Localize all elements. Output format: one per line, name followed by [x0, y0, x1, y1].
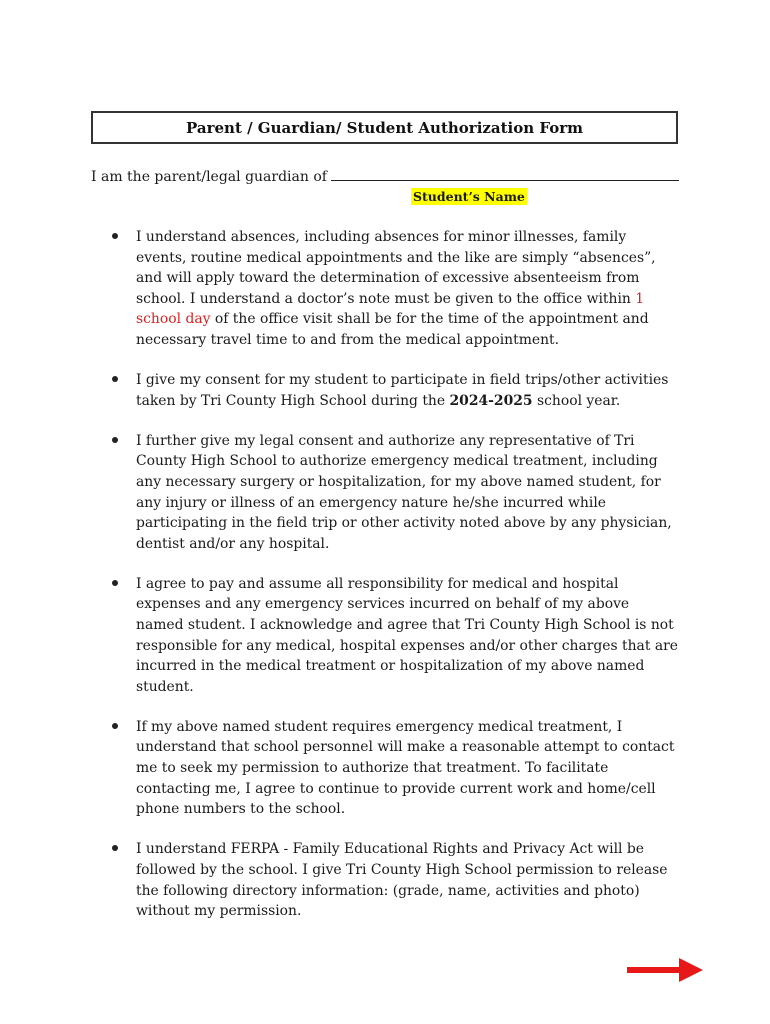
field-trips-text-1: I give my consent for my student to participate in field trips/other activities taken by Tri County High School during the [136, 372, 669, 409]
bullet-dot [112, 437, 118, 443]
bullet-field-trips [0, 370, 770, 411]
field-trips-text-2: school year. [532, 392, 621, 409]
bullet-expenses [0, 574, 770, 698]
bullet-absences [0, 227, 770, 351]
absences-text-2: of the office visit shall be for the time of the appointment and necessary travel time to and from the medical appointment. [136, 311, 649, 348]
bullet-dot [112, 233, 118, 239]
right-arrow-icon[interactable] [627, 956, 703, 984]
form-title-box [91, 111, 678, 144]
contact-text: If my above named student requires emergency medical treatment, I understand that school personnel will make a reasonable attempt to contact me to seek my permission to authorize that treatment. To facilitate contacting me, I agree to continue to provide current work and home/cell phone numbers to the school. [136, 718, 675, 818]
guardian-prefix: I am the parent/legal guardian of [91, 169, 327, 185]
bullet-dot [112, 580, 118, 586]
bullet-emergency-consent [0, 431, 770, 555]
bullet-dot [112, 723, 118, 729]
form-title: Parent / Guardian/ Student Authorization Form [186, 118, 583, 137]
school-year: 2024-2025 [449, 392, 533, 409]
emergency-consent-text: I further give my legal consent and authorize any representative of Tri County High School to authorize emergency medical treatment, including any necessary surgery or hospitalization, for my above named student, for any injury or illness of an emergency nature he/she incurred while participating in the field trip or other activity noted above by any physician, dentist and/or any hospital. [136, 432, 672, 552]
authorization-list [0, 227, 770, 941]
bullet-contact [0, 717, 770, 820]
guardian-line [91, 168, 679, 185]
expenses-text: I agree to pay and assume all responsibility for medical and hospital expenses and any emergency services incurred on behalf of my above named student. I acknowledge and agree that Tri County High School is not responsible for any medical, hospital expenses and/or other charges that are incurred in the medical treatment or hospitalization of my above named student. [136, 575, 678, 695]
student-name-label: Student’s Name [413, 189, 525, 204]
bullet-dot [112, 845, 118, 851]
absences-deadline: 1 school day [136, 290, 645, 328]
ferpa-text: I understand FERPA - Family Educational Rights and Privacy Act will be followed by the school. I give Tri County High School permission to release the following directory information: (grade, name, activities and photo) without my permission. [136, 841, 668, 920]
student-name-blank[interactable] [331, 168, 679, 181]
bullet-ferpa [0, 839, 770, 921]
bullet-dot [112, 376, 118, 382]
absences-text-1: I understand absences, including absences for minor illnesses, family events, routine medical appointments and the like are simply “absences”, and will apply toward the determination of excessive absenteeism from school. I understand a doctor’s note must be given to the office within [136, 229, 656, 307]
